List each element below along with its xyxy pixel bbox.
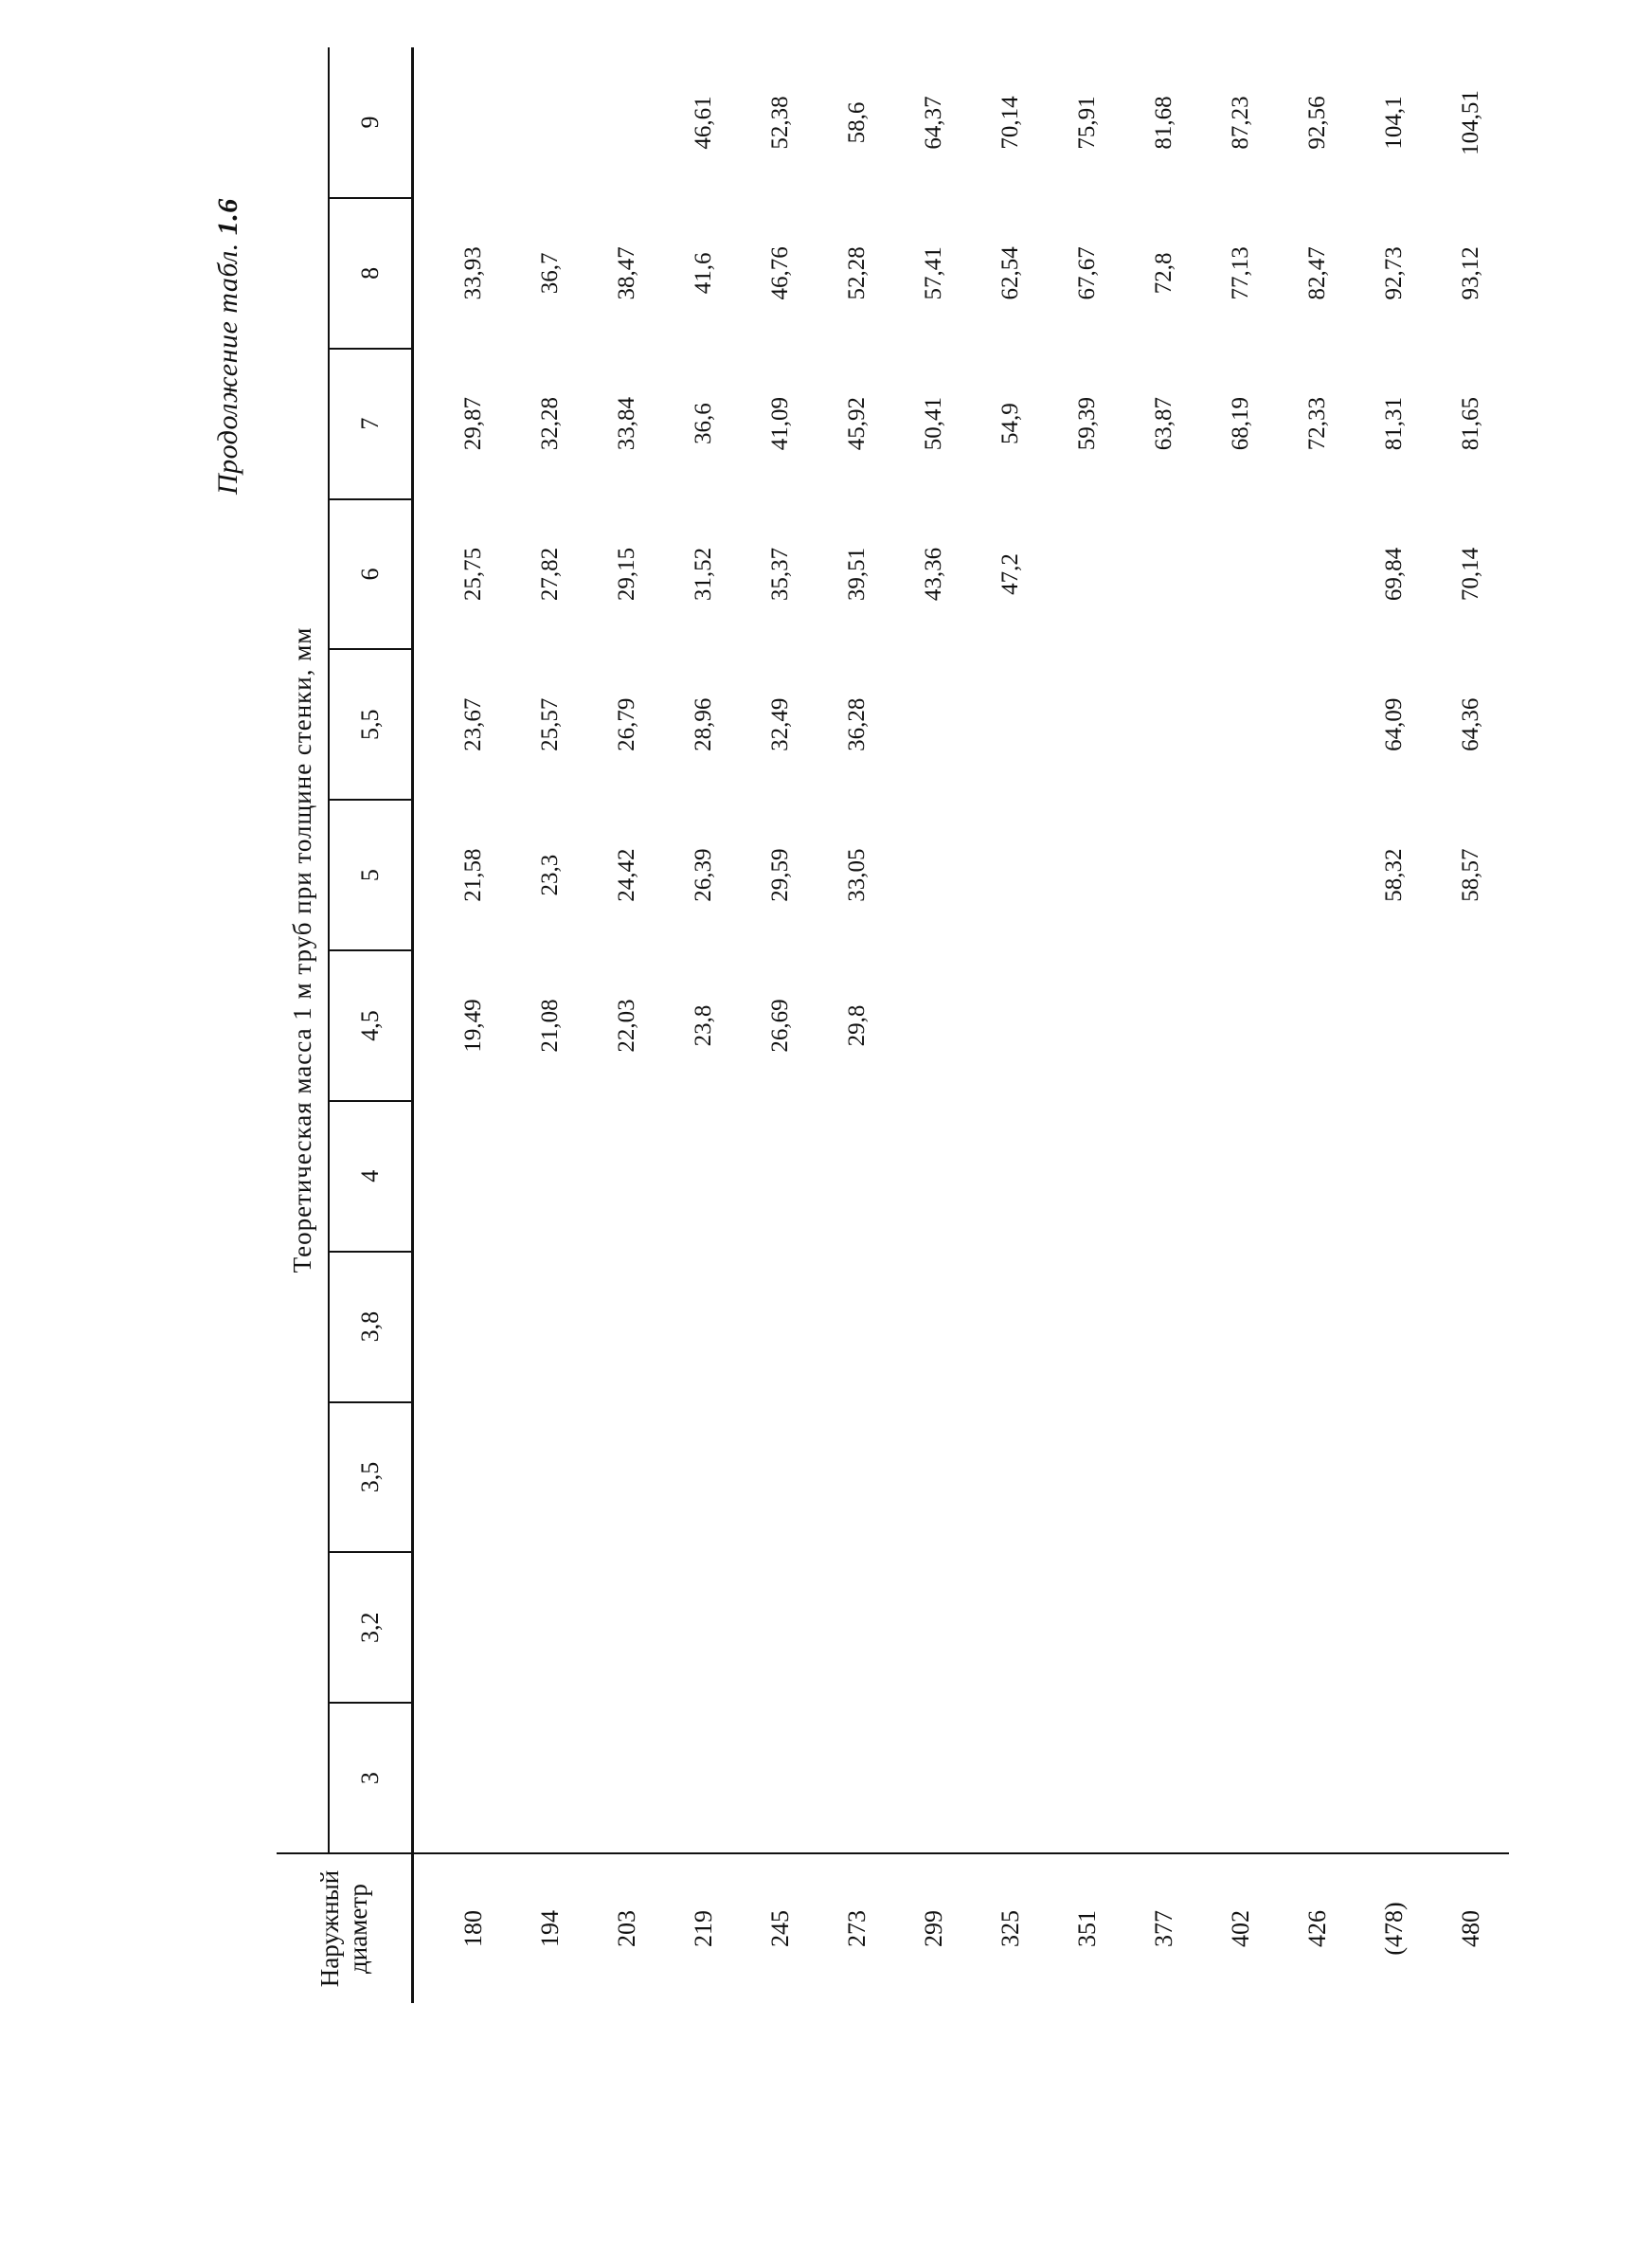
thickness-column-header: 3,5 xyxy=(329,1402,413,1553)
mass-cell xyxy=(972,950,1049,1101)
mass-cell xyxy=(818,1552,895,1703)
thickness-column-header: 5,5 xyxy=(329,649,413,800)
mass-cell: 59,39 xyxy=(1073,397,1100,451)
table-row xyxy=(1432,47,1509,2003)
diameter-cell: 273 xyxy=(818,1853,895,2003)
mass-cell: 69,84 xyxy=(1380,547,1407,602)
mass-cell: 24,42 xyxy=(613,848,639,902)
mass-cell: 32,49 xyxy=(766,697,793,751)
thickness-column-header: 3,2 xyxy=(329,1552,413,1703)
mass-cell: 29,59 xyxy=(766,848,793,902)
mass-cell: 58,32 xyxy=(1380,848,1407,902)
mass-cell xyxy=(1356,1101,1432,1252)
diameter-cell: 402 xyxy=(1202,1853,1279,2003)
mass-cell xyxy=(972,1552,1049,1703)
mass-cell xyxy=(413,1402,512,1553)
mass-cell xyxy=(665,1101,742,1252)
mass-cell xyxy=(1432,1101,1509,1252)
table-row xyxy=(895,47,972,2003)
mass-cell xyxy=(742,1101,818,1252)
table-row xyxy=(1125,47,1202,2003)
mass-cell xyxy=(1279,800,1356,950)
mass-cell xyxy=(1279,1402,1356,1553)
mass-cell: 29,15 xyxy=(613,547,639,602)
table-row xyxy=(818,47,895,2003)
mass-cell xyxy=(1049,649,1125,800)
table-row xyxy=(1279,47,1356,2003)
mass-cell xyxy=(1049,1552,1125,1703)
mass-cell: 23,67 xyxy=(459,697,486,751)
mass-cell: 46,76 xyxy=(766,246,793,300)
mass-cell: 72,33 xyxy=(1303,397,1330,451)
mass-cell xyxy=(1049,800,1125,950)
mass-cell: 43,36 xyxy=(920,547,946,602)
mass-cell: 21,08 xyxy=(536,999,563,1053)
mass-cell: 82,47 xyxy=(1303,246,1330,300)
mass-cell xyxy=(665,1552,742,1703)
mass-cell xyxy=(588,1552,665,1703)
mass-cell xyxy=(895,1252,972,1402)
mass-cell xyxy=(895,1101,972,1252)
mass-cell: 64,36 xyxy=(1457,697,1483,751)
header-row-group xyxy=(277,47,329,2003)
mass-cell: 50,41 xyxy=(920,397,946,451)
mass-cell xyxy=(1279,950,1356,1101)
table-row xyxy=(742,47,818,2003)
mass-cell xyxy=(972,800,1049,950)
mass-cell xyxy=(588,1252,665,1402)
diameter-cell: 351 xyxy=(1049,1853,1125,2003)
mass-cell: 36,28 xyxy=(843,697,870,751)
table-row xyxy=(665,47,742,2003)
mass-cell: 52,38 xyxy=(766,96,793,150)
mass-cell: 47,2 xyxy=(997,553,1023,595)
mass-cell: 25,57 xyxy=(536,697,563,751)
thickness-column-header: 4,5 xyxy=(329,950,413,1101)
mass-cell xyxy=(588,1101,665,1252)
thickness-column-header: 5 xyxy=(329,800,413,950)
mass-cell: 45,92 xyxy=(843,397,870,451)
mass-cell xyxy=(1279,1552,1356,1703)
mass-cell: 26,39 xyxy=(690,848,716,902)
diameter-cell: 245 xyxy=(742,1853,818,2003)
mass-cell xyxy=(1049,950,1125,1101)
table-number: 1.6 xyxy=(212,198,243,236)
mass-cell xyxy=(972,1101,1049,1252)
diameter-column-header xyxy=(277,1853,413,2003)
mass-cell: 36,6 xyxy=(690,403,716,445)
thickness-column-header: 3,8 xyxy=(329,1252,413,1402)
mass-cell xyxy=(1432,1703,1509,1853)
mass-cell xyxy=(1279,1703,1356,1853)
mass-cell xyxy=(512,1552,588,1703)
mass-cell xyxy=(818,1703,895,1853)
mass-cell: 28,96 xyxy=(690,697,716,751)
mass-cell: 26,69 xyxy=(766,999,793,1053)
diameter-cell: 299 xyxy=(895,1853,972,2003)
table-row xyxy=(512,47,588,2003)
mass-cell: 41,09 xyxy=(766,397,793,451)
mass-cell xyxy=(1125,1252,1202,1402)
mass-cell: 75,91 xyxy=(1073,96,1100,150)
mass-cell: 27,82 xyxy=(536,547,563,602)
mass-cell xyxy=(1356,1402,1432,1553)
mass-cell: 92,56 xyxy=(1303,96,1330,150)
mass-cell xyxy=(1356,950,1432,1101)
diameter-header-line-1: Наружный xyxy=(315,1869,344,1988)
mass-cell xyxy=(413,1703,512,1853)
mass-cell xyxy=(895,950,972,1101)
thickness-column-header: 3 xyxy=(329,1703,413,1853)
mass-cell xyxy=(1125,1402,1202,1553)
diameter-cell: 180 xyxy=(413,1853,512,2003)
mass-cell xyxy=(1125,800,1202,950)
mass-cell xyxy=(818,1402,895,1553)
mass-cell xyxy=(1202,1552,1279,1703)
mass-cell xyxy=(1279,649,1356,800)
mass-cell xyxy=(1432,1402,1509,1553)
mass-cell xyxy=(1356,1252,1432,1402)
diameter-cell: (478) xyxy=(1356,1853,1432,2003)
mass-cell: 33,84 xyxy=(613,397,639,451)
diameter-cell: 194 xyxy=(512,1853,588,2003)
diameter-cell: 203 xyxy=(588,1853,665,2003)
mass-cell xyxy=(1279,1252,1356,1402)
mass-cell xyxy=(665,1703,742,1853)
diameter-cell: 325 xyxy=(972,1853,1049,2003)
mass-cell xyxy=(1202,1101,1279,1252)
mass-cell: 54,9 xyxy=(997,403,1023,445)
mass-cell xyxy=(512,1402,588,1553)
mass-cell: 64,09 xyxy=(1380,697,1407,751)
mass-cell: 57,41 xyxy=(920,246,946,300)
mass-cell: 33,93 xyxy=(459,246,486,300)
mass-cell xyxy=(1202,800,1279,950)
mass-cell: 67,67 xyxy=(1073,246,1100,300)
mass-cell: 41,6 xyxy=(690,252,716,295)
table-row xyxy=(1356,47,1432,2003)
mass-cell xyxy=(1202,1252,1279,1402)
mass-cell xyxy=(588,47,665,198)
mass-cell: 39,51 xyxy=(843,547,870,602)
mass-cell xyxy=(1125,1101,1202,1252)
mass-cell xyxy=(413,1252,512,1402)
mass-cell xyxy=(972,1402,1049,1553)
mass-cell: 87,23 xyxy=(1227,96,1253,150)
mass-cell xyxy=(1202,649,1279,800)
mass-cell: 72,8 xyxy=(1150,252,1176,295)
mass-cell xyxy=(1125,1703,1202,1853)
thickness-column-header: 6 xyxy=(329,499,413,650)
mass-cell xyxy=(895,1552,972,1703)
thickness-column-header: 4 xyxy=(329,1101,413,1252)
mass-cell xyxy=(1049,1703,1125,1853)
mass-cell: 52,28 xyxy=(843,246,870,300)
mass-cell: 104,51 xyxy=(1457,90,1483,155)
mass-cell xyxy=(1049,499,1125,650)
mass-cell: 36,7 xyxy=(536,252,563,295)
mass-cell xyxy=(413,1552,512,1703)
mass-cell xyxy=(1049,1402,1125,1553)
mass-cell xyxy=(1125,1552,1202,1703)
table-row xyxy=(1202,47,1279,2003)
mass-cell: 32,28 xyxy=(536,397,563,451)
mass-cell xyxy=(895,649,972,800)
table-body xyxy=(413,47,1510,2003)
mass-cell: 19,49 xyxy=(459,999,486,1053)
mass-cell xyxy=(1432,1552,1509,1703)
mass-cell xyxy=(895,800,972,950)
mass-cell: 77,13 xyxy=(1227,246,1253,300)
mass-cell xyxy=(1125,649,1202,800)
table-row xyxy=(588,47,665,2003)
mass-cell xyxy=(818,1101,895,1252)
mass-cell: 23,3 xyxy=(536,854,563,896)
mass-cell: 58,6 xyxy=(843,101,870,144)
mass-cell xyxy=(1125,950,1202,1101)
mass-cell: 92,73 xyxy=(1380,246,1407,300)
mass-cell xyxy=(742,1402,818,1553)
thickness-group-header: Теоретическая масса 1 м труб при толщине стенки, мм xyxy=(277,47,329,1853)
mass-cell xyxy=(1202,499,1279,650)
mass-cell xyxy=(1202,950,1279,1101)
mass-cell xyxy=(742,1703,818,1853)
table-row xyxy=(1049,47,1125,2003)
diameter-cell: 377 xyxy=(1125,1853,1202,2003)
mass-cell xyxy=(972,649,1049,800)
mass-cell xyxy=(413,1101,512,1252)
mass-cell xyxy=(1202,1402,1279,1553)
thickness-column-header: 7 xyxy=(329,349,413,499)
mass-cell xyxy=(895,1402,972,1553)
mass-cell: 25,75 xyxy=(459,547,486,602)
mass-cell: 33,05 xyxy=(843,848,870,902)
mass-cell xyxy=(1432,1252,1509,1402)
mass-cell xyxy=(1049,1252,1125,1402)
mass-cell: 38,47 xyxy=(613,246,639,300)
mass-cell xyxy=(1279,499,1356,650)
mass-cell: 29,8 xyxy=(843,1004,870,1047)
mass-cell xyxy=(1125,499,1202,650)
mass-cell: 23,8 xyxy=(690,1004,716,1047)
mass-cell: 62,54 xyxy=(997,246,1023,300)
mass-cell: 104,1 xyxy=(1380,96,1407,150)
mass-cell xyxy=(1356,1552,1432,1703)
mass-cell xyxy=(665,1402,742,1553)
header-row-thickness xyxy=(329,47,413,2003)
mass-cell: 46,61 xyxy=(690,96,716,150)
continuation-caption xyxy=(212,198,244,495)
mass-cell xyxy=(972,1252,1049,1402)
mass-cell: 81,31 xyxy=(1380,397,1407,451)
mass-cell: 81,65 xyxy=(1457,397,1483,451)
mass-cell xyxy=(665,1252,742,1402)
table-row xyxy=(972,47,1049,2003)
mass-cell xyxy=(972,1703,1049,1853)
table-row xyxy=(413,47,512,2003)
mass-cell: 70,14 xyxy=(1457,547,1483,602)
diameter-header-line-2: диаметр xyxy=(344,1884,372,1974)
mass-cell: 58,57 xyxy=(1457,848,1483,902)
mass-cell: 70,14 xyxy=(997,96,1023,150)
diameter-cell: 219 xyxy=(665,1853,742,2003)
thickness-column-header: 9 xyxy=(329,47,413,198)
mass-cell xyxy=(1202,1703,1279,1853)
mass-cell: 21,58 xyxy=(459,848,486,902)
mass-cell: 64,37 xyxy=(920,96,946,150)
mass-cell: 35,37 xyxy=(766,547,793,602)
continuation-text: Продолжение табл. xyxy=(212,243,243,495)
mass-cell xyxy=(1432,950,1509,1101)
mass-cell: 81,68 xyxy=(1150,96,1176,150)
diameter-cell: 480 xyxy=(1432,1853,1509,2003)
mass-cell xyxy=(742,1252,818,1402)
mass-cell xyxy=(512,1252,588,1402)
pipe-mass-table xyxy=(277,47,1509,2003)
mass-cell xyxy=(742,1552,818,1703)
mass-cell xyxy=(512,47,588,198)
diameter-cell: 426 xyxy=(1279,1853,1356,2003)
mass-cell xyxy=(413,47,512,198)
mass-cell xyxy=(1049,1101,1125,1252)
mass-cell: 68,19 xyxy=(1227,397,1253,451)
mass-cell xyxy=(1279,1101,1356,1252)
mass-cell xyxy=(588,1703,665,1853)
mass-cell: 31,52 xyxy=(690,547,716,602)
mass-cell xyxy=(512,1703,588,1853)
mass-cell xyxy=(512,1101,588,1252)
mass-cell xyxy=(818,1252,895,1402)
mass-cell: 93,12 xyxy=(1457,246,1483,300)
mass-cell xyxy=(895,1703,972,1853)
thickness-column-header: 8 xyxy=(329,198,413,349)
mass-cell xyxy=(1356,1703,1432,1853)
mass-cell: 22,03 xyxy=(613,999,639,1053)
mass-cell: 26,79 xyxy=(613,697,639,751)
mass-cell xyxy=(588,1402,665,1553)
mass-cell: 29,87 xyxy=(459,397,486,451)
mass-cell: 63,87 xyxy=(1150,397,1176,451)
